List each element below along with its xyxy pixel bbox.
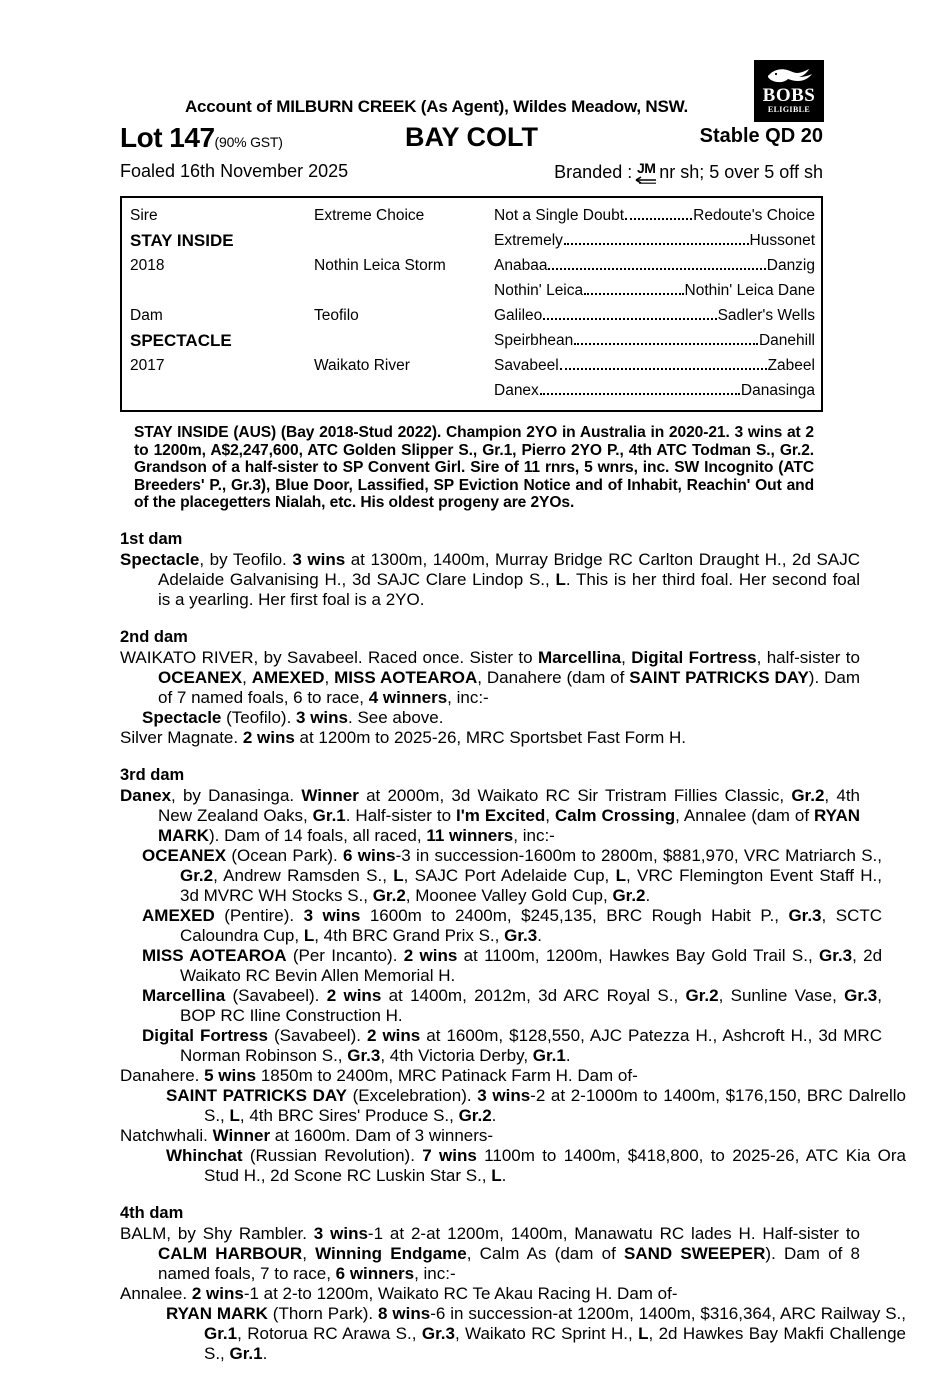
pedigree-entry xyxy=(120,728,860,748)
emphasis-text: Gr.2 xyxy=(180,865,214,885)
emphasis-text: Gr.2 xyxy=(458,1105,492,1125)
body-text: . Half-sister to xyxy=(345,805,456,825)
emphasis-text: RYAN MARK xyxy=(158,805,860,845)
lot-title-row xyxy=(120,122,823,156)
emphasis-text: 2 wins xyxy=(242,727,295,747)
dam-section-heading: 2nd dam xyxy=(120,627,188,646)
pedigree-entry xyxy=(120,1026,882,1066)
leader-dots xyxy=(564,242,749,245)
dam-year: 2017 xyxy=(130,357,165,374)
emphasis-text: 3 wins xyxy=(303,905,361,925)
body-text: at 1400m, 2012m, 3d ARC Royal S., xyxy=(381,985,686,1005)
body-text: , BOP RC Iline Construction H. xyxy=(180,985,882,1025)
gen3-left: Galileo xyxy=(494,307,543,324)
body-text: BALM, by Shy Rambler. xyxy=(120,1223,314,1243)
emphasis-text: Gr.2 xyxy=(612,885,646,905)
gen3-right: Danasinga xyxy=(740,382,815,399)
pedigree-entry xyxy=(120,946,882,986)
gen3-right: Sadler's Wells xyxy=(717,307,815,324)
emphasis-text: L xyxy=(555,569,566,589)
gen3-right: Danzig xyxy=(766,257,815,274)
branded-description xyxy=(554,161,823,183)
emphasis-text: 3 wins xyxy=(477,1085,531,1105)
body-text: , SAJC Port Adelaide Cup, xyxy=(403,865,616,885)
foaled-and-brand-row xyxy=(120,161,823,187)
pedigree-entry xyxy=(120,708,882,728)
emphasis-text: 3 wins xyxy=(313,1223,368,1243)
emphasis-text: Gr.3 xyxy=(421,1323,455,1343)
sire-role-label: Sire xyxy=(130,207,158,224)
pedigree-entry xyxy=(120,846,882,906)
emphasis-text: Marcellina xyxy=(142,985,226,1005)
body-text: (Thorn Park). xyxy=(267,1303,379,1323)
emphasis-text: CALM HARBOUR xyxy=(158,1243,303,1263)
emphasis-text: SAINT PATRICKS DAY xyxy=(629,667,809,687)
body-text: , SCTC Caloundra Cup, xyxy=(180,905,883,945)
body-text: (Ocean Park). xyxy=(226,845,344,865)
pedigree-entry xyxy=(120,1126,860,1146)
body-text: . xyxy=(491,1105,497,1125)
body-text: , by Danasinga. xyxy=(171,785,302,805)
pedigree-gen3-row xyxy=(494,353,815,378)
emphasis-text: 2 wins xyxy=(403,945,458,965)
body-text: at 1100m, 1200m, Hawkes Bay Gold Trail S., xyxy=(457,945,819,965)
body-text: -1 at 2-to 1200m, Waikato RC Te Akau Racing H. Dam of- xyxy=(243,1283,678,1303)
emphasis-text: MISS AOTEAROA xyxy=(142,945,287,965)
body-text: , VRC Flemington Event Staff H., 3d MVRC WH Stocks S., xyxy=(180,865,882,905)
emphasis-text: 8 wins xyxy=(378,1303,431,1323)
branded-label: Branded : xyxy=(554,162,633,182)
body-text: at 1300m, 1400m, Murray Bridge RC Carlton Draught H., 2d SAJC Adelaide Galvanising H., 3d SAJC Clare Lindop S., xyxy=(158,549,860,589)
emphasis-text: Winning Endgame xyxy=(315,1243,467,1263)
pedigree-entry xyxy=(120,786,860,846)
emphasis-text: SAND SWEEPER xyxy=(624,1243,766,1263)
sire-name: STAY INSIDE xyxy=(130,231,234,250)
pedigree-gen3-row xyxy=(494,303,815,328)
emphasis-text: 6 winners xyxy=(335,1263,415,1283)
emphasis-text: Winner xyxy=(301,785,359,805)
emphasis-text: Spectacle xyxy=(120,549,200,569)
dam-sections xyxy=(120,529,907,1364)
pedigree-sire-half xyxy=(130,203,815,303)
body-text: . xyxy=(537,925,542,945)
pedigree-gen3-row xyxy=(494,253,815,278)
sire-summary-paragraph: STAY INSIDE (AUS) (Bay 2018-Stud 2022). Champion 2YO in Australia in 2020-21. 3 wins at 2 to 1200m, A$2,247,600, ATC Golden Slipper S., Gr.1, Pierro 2YO P., 4th ATC Todman S., Gr.2. Grandson of a half-sister to SP Convent Girl. Sire of 11 rnrs, 5 wnrs, inc. SW Incognito (ATC Breeders' P., Gr.3), Blue Door, Lassified, SP Eviction Notice and of Inhabit, Reachin' Out and of the placegetters Nialah, etc. His oldest progeny are 2YOs. xyxy=(134,424,814,512)
gen3-right: Nothin' Leica Dane xyxy=(684,282,815,299)
account-line: Account of MILBURN CREEK (As Agent), Wildes Meadow, NSW. xyxy=(184,97,689,116)
body-text: -1 at 2-at 1200m, 1400m, Manawatu RC lades H. Half-sister to xyxy=(367,1223,860,1243)
pedigree-gen1-dam xyxy=(130,303,314,403)
emphasis-text: I'm Excited xyxy=(456,805,546,825)
body-text: , Andrew Ramsden S., xyxy=(213,865,394,885)
dam-section-heading: 3rd dam xyxy=(120,765,185,784)
pedigree-entry xyxy=(120,648,860,708)
leader-dots xyxy=(560,367,767,370)
pedigree-gen2-dam xyxy=(314,303,494,403)
brand-letters: JM xyxy=(637,160,656,176)
body-text: at 1200m to 2025-26, MRC Sportsbet Fast Form H. xyxy=(294,727,686,747)
pedigree-entry xyxy=(120,1066,860,1086)
emphasis-text: L xyxy=(393,865,404,885)
emphasis-text: Gr.1 xyxy=(204,1323,238,1343)
body-text: ). Dam of 8 named foals, 7 to race, xyxy=(158,1243,860,1283)
emphasis-text: Danex xyxy=(120,785,172,805)
emphasis-text: Gr.1 xyxy=(312,805,346,825)
body-text: , inc:- xyxy=(414,1263,456,1283)
leader-dots xyxy=(540,392,740,395)
bobs-eligible-logo xyxy=(754,60,824,122)
pedigree-entry xyxy=(120,906,882,946)
emphasis-text: Gr.3 xyxy=(844,985,878,1005)
body-text: Danahere. xyxy=(120,1065,205,1085)
emphasis-text: Spectacle xyxy=(142,707,222,727)
emphasis-text: L xyxy=(303,925,315,945)
body-text: , 2d Hawkes Bay Makfi Challenge S., xyxy=(204,1323,907,1363)
body-text: (Teofilo). xyxy=(221,707,297,727)
emphasis-text: L xyxy=(638,1323,649,1343)
body-text: -3 in succession-1600m to 2800m, $881,970, VRC Matriarch S., xyxy=(395,845,882,865)
body-text: , Danahere (dam of xyxy=(477,667,630,687)
body-text: Annalee. xyxy=(120,1283,192,1303)
body-text: , xyxy=(324,667,335,687)
emphasis-text: L xyxy=(229,1105,240,1125)
body-text: , Moonee Valley Gold Cup, xyxy=(405,885,613,905)
pedigree-gen3-row xyxy=(494,278,815,303)
body-text: 1850m to 2400m, MRC Patinack Farm H. Dam of- xyxy=(256,1065,638,1085)
dam-section xyxy=(120,529,860,610)
emphasis-text: 3 wins xyxy=(296,707,348,727)
dam-dam: Waikato River xyxy=(314,357,410,374)
left-arrow-icon xyxy=(635,175,657,184)
body-text: , xyxy=(302,1243,316,1263)
dam-section xyxy=(120,1203,907,1364)
emphasis-text: AMEXED xyxy=(142,905,215,925)
pedigree-gen3-row xyxy=(494,228,815,253)
leader-dots xyxy=(625,217,692,220)
body-text: , xyxy=(621,647,632,667)
leader-dots xyxy=(584,292,683,295)
pedigree-entry xyxy=(120,1284,860,1304)
pedigree-entry xyxy=(120,550,860,610)
emphasis-text: 6 wins xyxy=(343,845,396,865)
emphasis-text: SAINT PATRICKS DAY xyxy=(166,1085,347,1105)
emphasis-text: 4 winners xyxy=(368,687,448,707)
emphasis-text: OCEANEX xyxy=(158,667,243,687)
body-text: 1600m to 2400m, $245,135, BRC Rough Habit P., xyxy=(360,905,789,925)
brand-placement: nr sh; 5 over 5 off sh xyxy=(659,162,823,182)
emphasis-text: Digital Fortress xyxy=(142,1025,268,1045)
lot-number-block xyxy=(120,122,283,154)
body-text: (Savabeel). xyxy=(268,1025,367,1045)
gen3-left: Savabeel xyxy=(494,357,559,374)
body-text: (Excelebration). xyxy=(346,1085,478,1105)
pedigree-gen3-row xyxy=(494,203,815,228)
body-text: at 1600m, $128,550, AJC Patezza H., Ashcroft H., 3d MRC Norman Robinson S., xyxy=(180,1025,882,1065)
pedigree-gen1-sire xyxy=(130,203,314,303)
emphasis-text: Whinchat xyxy=(166,1145,243,1165)
emphasis-text: Winner xyxy=(212,1125,271,1145)
dam-sire: Teofilo xyxy=(314,307,359,324)
emphasis-text: Gr.3 xyxy=(347,1045,381,1065)
gen3-right: Danehill xyxy=(758,332,815,349)
body-text: , xyxy=(242,667,252,687)
body-text: . xyxy=(645,885,651,905)
gen3-left: Speirbhean xyxy=(494,332,574,349)
body-text: WAIKATO RIVER, by Savabeel. Raced once. Sister to xyxy=(120,647,538,667)
leader-dots xyxy=(548,267,765,270)
body-text: , by Teofilo. xyxy=(199,549,293,569)
emphasis-text: Digital Fortress xyxy=(631,647,757,667)
emphasis-text: 3 wins xyxy=(292,549,346,569)
pedigree-gen3-dam xyxy=(494,303,815,403)
emphasis-text: Marcellina xyxy=(537,647,622,667)
body-text: . xyxy=(501,1165,507,1185)
gen3-right: Hussonet xyxy=(749,232,815,249)
body-text: , 4th Victoria Derby, xyxy=(380,1045,533,1065)
bobs-logo-word: BOBS xyxy=(762,85,816,106)
body-text: , inc:- xyxy=(513,825,555,845)
body-text: ). Dam of 7 named foals, 6 to race, xyxy=(158,667,860,707)
dam-role-label: Dam xyxy=(130,307,163,324)
body-text: (Per Incanto). xyxy=(286,945,404,965)
colour-and-sex: BAY COLT xyxy=(404,122,539,152)
body-text: . xyxy=(262,1343,268,1363)
emphasis-text: Calm Crossing xyxy=(554,805,676,825)
emphasis-text: Gr.1 xyxy=(532,1045,566,1065)
body-text: , 4th New Zealand Oaks, xyxy=(158,785,860,825)
body-text: (Russian Revolution). xyxy=(242,1145,423,1165)
pedigree-entry xyxy=(120,1146,906,1186)
body-text: . xyxy=(565,1045,571,1065)
body-text: , 4th BRC Sires' Produce S., xyxy=(239,1105,459,1125)
leader-dots xyxy=(574,342,758,345)
emphasis-text: 2 wins xyxy=(191,1283,244,1303)
emphasis-text: Gr.3 xyxy=(818,945,853,965)
pedigree-gen2-sire xyxy=(314,203,494,303)
dam-section-heading: 1st dam xyxy=(120,529,183,548)
emphasis-text: 7 wins xyxy=(422,1145,477,1165)
emphasis-text: Gr.3 xyxy=(788,905,822,925)
body-text: , 2d Waikato RC Bevin Allen Memorial H. xyxy=(180,945,883,985)
body-text: , Waikato RC Sprint H., xyxy=(454,1323,639,1343)
body-text: (Pentire). xyxy=(214,905,304,925)
gen3-left: Danex xyxy=(494,382,539,399)
body-text: . See above. xyxy=(348,707,444,727)
emphasis-text: Gr.2 xyxy=(791,785,825,805)
body-text: (Savabeel). xyxy=(225,985,327,1005)
gen3-right: Zabeel xyxy=(767,357,815,374)
bobs-logo-subtitle: ELIGIBLE xyxy=(767,105,811,114)
body-text: -2 at 2-1000m to 1400m, $176,150, BRC Dalrello S., xyxy=(204,1085,906,1125)
leader-dots xyxy=(543,317,716,320)
pedigree-gen3-sire xyxy=(494,203,815,303)
gen3-left: Nothin' Leica xyxy=(494,282,584,299)
pedigree-entry xyxy=(120,1086,906,1126)
body-text: ). Dam of 14 foals, all raced, xyxy=(209,825,427,845)
emphasis-text: Gr.1 xyxy=(229,1343,263,1363)
emphasis-text: OCEANEX xyxy=(142,845,227,865)
dam-name: SPECTACLE xyxy=(130,331,232,350)
emphasis-text: Gr.3 xyxy=(504,925,538,945)
pedigree-dam-half xyxy=(130,303,815,403)
body-text: , xyxy=(545,805,555,825)
sire-sire: Extreme Choice xyxy=(314,207,425,224)
body-text: at 1600m. Dam of 3 winners- xyxy=(270,1125,494,1145)
gst-note: (90% GST) xyxy=(214,134,283,150)
dam-section xyxy=(120,627,860,748)
body-text: , half-sister to xyxy=(756,647,860,667)
body-text: Silver Magnate. xyxy=(120,727,243,747)
gen3-left: Anabaa xyxy=(494,257,548,274)
emphasis-text: 2 wins xyxy=(326,985,382,1005)
emphasis-text: 5 wins xyxy=(204,1065,257,1085)
emphasis-text: 11 winners xyxy=(426,825,514,845)
pedigree-entry xyxy=(120,1224,860,1284)
pedigree-table xyxy=(120,196,823,412)
horse-head-icon xyxy=(763,66,815,86)
pedigree-entry xyxy=(120,1304,906,1364)
brand-mark-icon xyxy=(635,162,657,184)
gen3-left: Not a Single Doubt xyxy=(494,207,625,224)
pedigree-entry xyxy=(120,986,882,1026)
emphasis-text: RYAN MARK xyxy=(166,1303,268,1323)
body-text: Natchwhali. xyxy=(120,1125,213,1145)
body-text: , Sunline Vase, xyxy=(718,985,845,1005)
pedigree-gen3-row xyxy=(494,378,815,403)
body-text: . This is her third foal. Her second foal is a yearling. Her first foal is a 2YO. xyxy=(158,569,860,609)
pedigree-gen3-row xyxy=(494,328,815,353)
sire-year: 2018 xyxy=(130,257,165,274)
body-text: at 2000m, 3d Waikato RC Sir Tristram Fillies Classic, xyxy=(358,785,792,805)
emphasis-text: L xyxy=(615,865,626,885)
body-text: , Calm As (dam of xyxy=(466,1243,625,1263)
sire-dam: Nothin Leica Storm xyxy=(314,257,446,274)
gen3-right: Redoute's Choice xyxy=(693,207,815,224)
emphasis-text: MISS AOTEAROA xyxy=(334,667,478,687)
body-text: -6 in succession-at 1200m, 1400m, $316,364, ARC Railway S., xyxy=(430,1303,907,1323)
stable-number: Stable QD 20 xyxy=(699,125,823,147)
body-text: , Rotorua RC Arawa S., xyxy=(237,1323,422,1343)
gen3-left: Extremely xyxy=(494,232,563,249)
emphasis-text: Gr.2 xyxy=(372,885,406,905)
foaled-date: Foaled 16th November 2025 xyxy=(120,161,349,181)
body-text: 1100m to 1400m, $418,800, to 2025-26, ATC Kia Ora Stud H., 2d Scone RC Luskin Star S., xyxy=(204,1145,906,1185)
lot-number: Lot 147 xyxy=(120,122,215,153)
emphasis-text: Gr.2 xyxy=(685,985,719,1005)
emphasis-text: AMEXED xyxy=(251,667,325,687)
body-text: , Annalee (dam of xyxy=(675,805,815,825)
emphasis-text: 2 wins xyxy=(366,1025,421,1045)
body-text: , 4th BRC Grand Prix S., xyxy=(314,925,505,945)
body-text: , inc:- xyxy=(447,687,489,707)
dam-section xyxy=(120,765,906,1186)
dam-section-heading: 4th dam xyxy=(120,1203,184,1222)
emphasis-text: L xyxy=(491,1165,502,1185)
